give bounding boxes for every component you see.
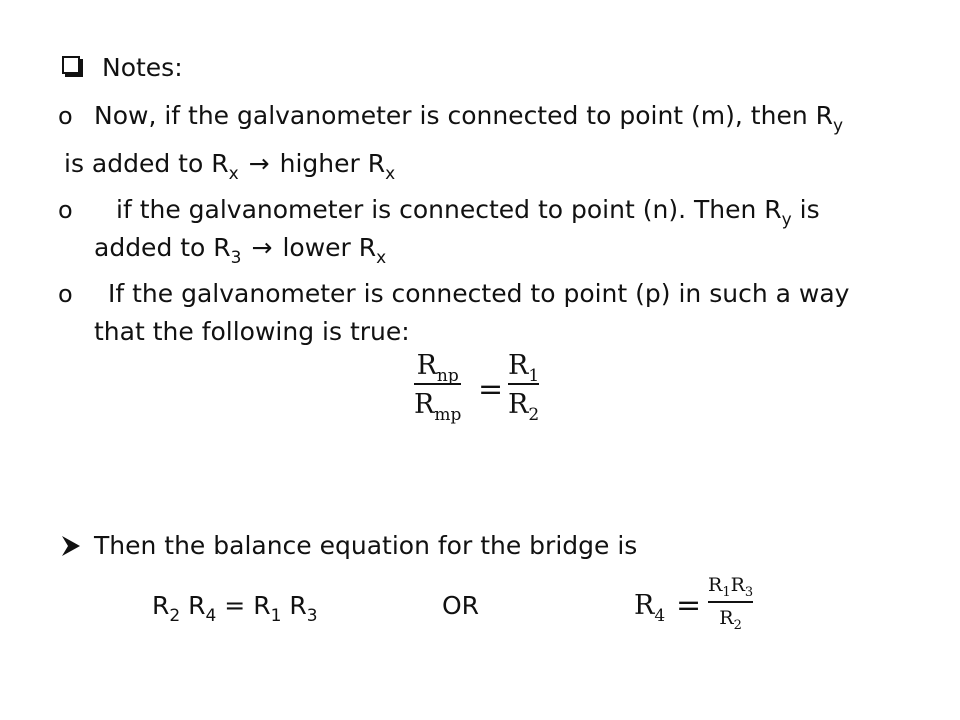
balance-fraction: [708, 574, 754, 633]
note-line-4-text-a: added to R: [94, 233, 231, 262]
bullet-marker-1: o: [58, 102, 73, 130]
note-line-6-text: that the following is true:: [94, 317, 410, 346]
notes-heading: [102, 52, 183, 84]
subscript: 1: [270, 606, 282, 626]
note-line-1-text: Now, if the galvanometer is connected to point (m), then R: [94, 101, 834, 130]
note-line-3: [116, 194, 820, 230]
symbol: R: [416, 350, 437, 381]
note-line-2-text-a: is added to R: [64, 149, 229, 178]
symbol: R: [719, 606, 734, 629]
right-arrow-icon: →: [251, 233, 273, 262]
equals-sign: =: [676, 588, 702, 623]
symbol: R: [730, 574, 745, 596]
fraction-numerator: [508, 350, 540, 386]
fraction-denominator: [719, 603, 742, 633]
note-line-2: [64, 148, 396, 184]
subscript: 3: [306, 606, 318, 626]
subscript: x: [228, 164, 239, 184]
symbol: R: [152, 591, 170, 620]
subscript: 2: [528, 405, 540, 425]
note-line-1: [94, 100, 844, 136]
subscript: 3: [230, 248, 242, 268]
subscript: y: [833, 116, 844, 136]
symbol: R: [508, 389, 529, 420]
fraction-numerator: [416, 350, 459, 386]
fraction-denominator: [508, 385, 540, 425]
ratio-left-fraction: [414, 350, 462, 425]
symbol: R: [708, 574, 723, 596]
subscript: x: [376, 248, 387, 268]
symbol: R: [281, 591, 307, 620]
ratio-right-fraction: [508, 350, 540, 425]
subscript: 1: [528, 366, 540, 386]
notes-heading-text: Notes:: [102, 53, 183, 82]
subscript: y: [781, 210, 792, 230]
note-line-4-text-b: lower R: [282, 233, 377, 262]
subscript: 4: [654, 606, 666, 626]
bullet-marker-2: o: [58, 196, 73, 224]
symbol: R: [508, 350, 529, 381]
subscript: 2: [733, 617, 742, 633]
subscript: np: [436, 366, 459, 386]
subscript: 3: [744, 585, 754, 600]
symbol: R: [634, 590, 655, 621]
or-text: OR: [442, 591, 480, 620]
balance-intro-text: Then the balance equation for the bridge is: [94, 531, 638, 560]
subscript: 2: [169, 606, 181, 626]
note-line-5-text: If the galvanometer is connected to point (p) in such a way: [108, 279, 850, 308]
right-arrow-icon: →: [248, 149, 270, 178]
bullet-marker-3: o: [58, 280, 73, 308]
note-line-3-tail: is: [791, 195, 820, 224]
subscript: 1: [722, 585, 731, 600]
subscript: 4: [205, 606, 217, 626]
note-line-3-text: if the galvanometer is connected to point (n). Then R: [116, 195, 782, 224]
subscript: x: [385, 164, 396, 184]
balance-equation-2-lhs: [634, 590, 666, 626]
subscript: mp: [434, 405, 462, 425]
equals-sign: =: [478, 372, 504, 407]
fraction-denominator: [414, 385, 462, 425]
symbol: R: [414, 389, 435, 420]
note-line-4: [94, 232, 387, 268]
symbol: = R: [216, 591, 271, 620]
balance-intro: [94, 530, 637, 562]
note-line-6: [94, 316, 410, 348]
or-separator: [442, 590, 479, 622]
symbol: R: [180, 591, 206, 620]
fraction-numerator: [708, 576, 753, 601]
arrowhead-bullet-icon: [60, 534, 82, 558]
checkbox-bullet-icon: [62, 56, 80, 74]
note-line-2-text-b: higher R: [279, 149, 386, 178]
balance-equation-1: [152, 590, 318, 626]
note-line-5: [108, 278, 849, 310]
